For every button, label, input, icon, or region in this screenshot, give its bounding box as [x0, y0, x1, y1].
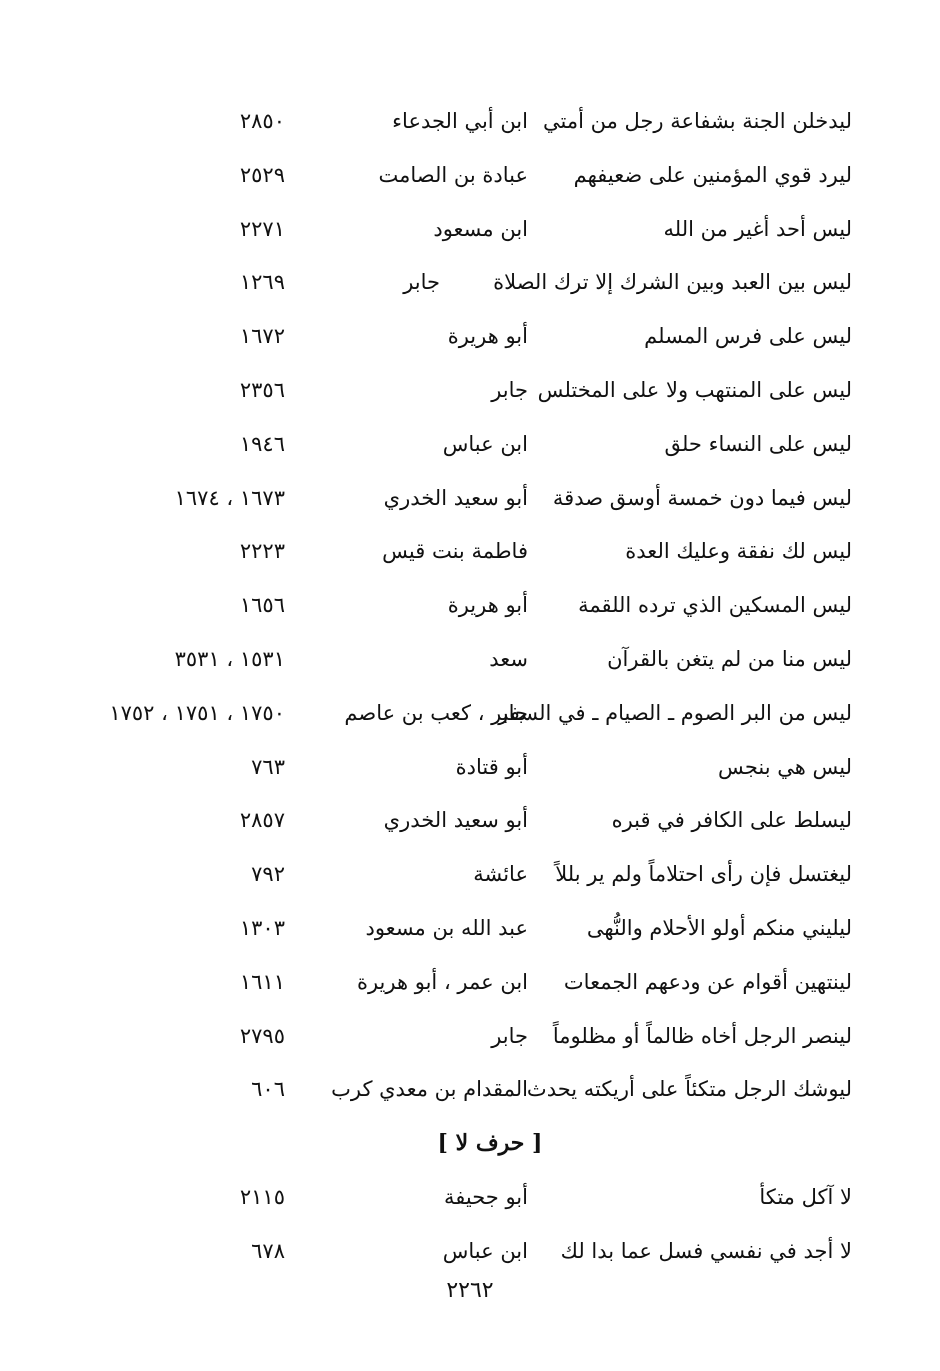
index-row: [0, 687, 940, 741]
index-row: [0, 472, 940, 526]
hadith-text: ليس على المنتهب ولا على المختلس: [537, 377, 852, 402]
index-row: [0, 902, 940, 956]
narrator-name: فاطمة بنت قيس: [382, 539, 528, 564]
index-row: [0, 418, 940, 472]
section-heading: [0, 1117, 940, 1171]
reference-numbers: ١٣٠٣: [239, 915, 285, 940]
narrator-name: أبو جحيفة: [444, 1184, 528, 1209]
narrator-name: جابر: [491, 377, 528, 402]
narrator-name: سعد: [489, 646, 528, 671]
reference-numbers: ١٩٤٦: [239, 431, 285, 456]
hadith-text: ليدخلن الجنة بشفاعة رجل من أمتي: [542, 109, 852, 133]
index-row: [0, 95, 940, 149]
index-row: [0, 1171, 940, 1225]
hadith-text: ليوشك الرجل متكئاً على أريكته يحدث: [526, 1077, 852, 1102]
reference-numbers: ١٥٣١ ، ٣٥٣١: [174, 646, 285, 671]
hadith-text: ليس بين العبد وبين الشرك إلا ترك الصلاة: [493, 270, 852, 295]
hadith-text: ليرد قوي المؤمنين على ضعيفهم: [573, 162, 852, 187]
index-row: [0, 149, 940, 203]
narrator-name: ابن عمر ، أبو هريرة: [356, 969, 528, 994]
hadith-text: لا أجد في نفسي فسل عما بدا لك: [560, 1238, 852, 1263]
reference-numbers: ٢٥٢٩: [239, 162, 285, 187]
reference-numbers: ٢٧٩٥: [239, 1023, 285, 1048]
narrator-name: عائشة: [473, 862, 528, 887]
narrator-name: عبد الله بن مسعود: [365, 915, 528, 940]
hadith-text: لينتهين أقوام عن ودعهم الجمعات: [563, 969, 852, 994]
narrator-name: ابن عباس: [442, 1238, 528, 1263]
narrator-name: عبادة بن الصامت: [378, 162, 528, 187]
narrator-name: أبو هريرة: [447, 593, 528, 618]
index-row: [0, 633, 940, 687]
index-row: [0, 579, 940, 633]
reference-numbers: ٢٣٥٦: [239, 377, 285, 402]
narrator-name: جابر: [491, 1023, 528, 1048]
narrator-name: ابن عباس: [442, 431, 528, 456]
reference-numbers: ٦٧٨: [251, 1238, 285, 1263]
narrator-name: ابن مسعود: [433, 216, 528, 241]
reference-numbers: ٢٢٧١: [239, 216, 285, 241]
narrator-name: المقدام بن معدي كرب: [331, 1077, 528, 1102]
reference-numbers: ٧٩٢: [251, 862, 285, 887]
hadith-text: ليس أحد أغير من الله: [663, 216, 852, 241]
reference-numbers: ٢٨٥٠: [239, 109, 285, 133]
narrator-name: جابر ، كعب بن عاصم: [344, 700, 528, 725]
reference-numbers: ١٦١١: [239, 969, 285, 994]
index-row: [0, 956, 940, 1010]
section-heading-text: [ حرف لا ]: [437, 1130, 543, 1157]
index-row: [0, 1010, 940, 1064]
reference-numbers: ١٦٥٦: [239, 593, 285, 618]
reference-numbers: ١٦٧٣ ، ١٦٧٤: [174, 485, 285, 510]
index-row: [0, 525, 940, 579]
hadith-text: ليسلط على الكافر في قبره: [611, 808, 852, 833]
reference-numbers: ١٢٦٩: [239, 270, 285, 295]
hadith-text: ليس لك نفقة وعليك العدة: [625, 539, 852, 564]
reference-numbers: ١٦٧٢: [239, 324, 285, 349]
hadith-text: ليس منا من لم يتغن بالقرآن: [607, 646, 852, 671]
hadith-text: ليغتسل فإن رأى احتلاماً ولم ير بللاً: [555, 862, 852, 887]
index-row: [0, 1225, 940, 1279]
reference-numbers: ٢١١٥: [239, 1184, 285, 1209]
hadith-text: ليس هي بنجس: [718, 754, 852, 779]
hadith-text: ليس على النساء حلق: [664, 431, 852, 456]
index-row: [0, 741, 940, 795]
hadith-text: ليس المسكين الذي ترده اللقمة: [578, 593, 852, 618]
narrator-name: جابر: [403, 270, 440, 295]
index-row: [0, 1063, 940, 1117]
narrator-name: أبو سعيد الخدري: [383, 808, 528, 833]
hadith-text: ليس فيما دون خمسة أوسق صدقة: [552, 485, 852, 510]
index-row: [0, 848, 940, 902]
narrator-name: أبو قتادة: [455, 754, 528, 779]
hadith-index-list: [0, 95, 940, 1279]
narrator-name: أبو سعيد الخدري: [383, 485, 528, 510]
hadith-text: ليليني منكم أولو الأحلام والنُّهى: [586, 915, 852, 940]
narrator-name: أبو هريرة: [447, 324, 528, 349]
reference-numbers: ٢٢٢٣: [239, 539, 285, 564]
index-row: [0, 794, 940, 848]
reference-numbers: ٢٨٥٧: [239, 808, 285, 833]
reference-numbers: ٦٠٦: [251, 1077, 285, 1102]
narrator-name: ابن أبي الجدعاء: [392, 109, 528, 133]
index-row: [0, 256, 940, 310]
reference-numbers: ١٧٥٠ ، ١٧٥١ ، ١٧٥٢: [109, 700, 285, 725]
hadith-text: لا آكل متكأ: [759, 1184, 852, 1209]
hadith-text: ليس على فرس المسلم: [644, 324, 852, 349]
hadith-text: لينصر الرجل أخاه ظالماً أو مظلوماً: [552, 1023, 852, 1048]
index-row: [0, 364, 940, 418]
index-row: [0, 203, 940, 257]
reference-numbers: ٧٦٣: [251, 754, 285, 779]
hadith-text: ليس من البر الصوم ـ الصيام ـ في السفر: [498, 700, 852, 725]
page-number: ٢٢٦٢: [446, 1278, 494, 1303]
index-row: [0, 310, 940, 364]
